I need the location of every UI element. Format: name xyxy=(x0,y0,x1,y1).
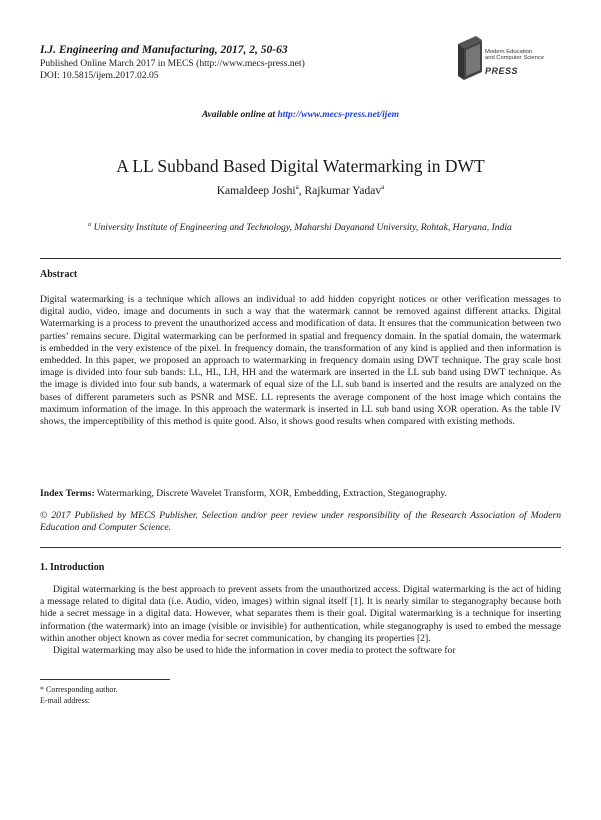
author-separator: , xyxy=(298,184,305,197)
logo-caption xyxy=(485,49,544,62)
available-prefix: Available online at xyxy=(201,110,278,120)
index-terms-label: Index Terms: xyxy=(40,488,95,499)
footnote-rule xyxy=(40,679,170,680)
affiliation-text: University Institute of Engineering and Technology, Maharshi Dayanand University, Rohtak, Haryana, India xyxy=(93,222,512,234)
author-2: Rajkumar Yadav xyxy=(304,184,382,197)
copyright-notice: © 2017 Published by MECS Publisher. Selection and/or peer review under responsibility of the Research Association of Modern Education and Computer Science. xyxy=(40,510,561,534)
doi-line: DOI: 10.5815/ijem.2017.02.05 xyxy=(40,70,159,81)
available-online xyxy=(0,110,601,120)
journal-citation: I.J. Engineering and Manufacturing, 2017, 2, 50-63 xyxy=(40,44,288,56)
journal-url-link[interactable]: http://www.mecs-press.net/ijem xyxy=(277,110,400,120)
logo-press: PRESS xyxy=(485,66,519,76)
author-list xyxy=(0,183,601,197)
abstract-bottom-rule xyxy=(40,547,561,548)
mecs-press-logo xyxy=(456,28,564,90)
logo-line-1: Modern Education xyxy=(485,49,533,55)
abstract-top-rule xyxy=(40,258,561,259)
author-2-affil-mark: a xyxy=(381,183,385,191)
paper-title: A LL Subband Based Digital Watermarking in DWT xyxy=(116,156,485,176)
index-terms-text: Watermarking, Discrete Wavelet Transform, XOR, Embedding, Extraction, Steganography. xyxy=(94,488,448,499)
book-logo-icon xyxy=(456,34,486,84)
introduction-heading: 1. Introduction xyxy=(40,562,105,573)
logo-line-2: and Computer Science xyxy=(485,55,544,62)
intro-paragraph-2: Digital watermarking may also be used to hide the information in cover media to protect the software for xyxy=(53,645,456,657)
introduction-text xyxy=(40,584,561,657)
author-1-affil-mark: a xyxy=(295,183,299,191)
intro-paragraph-1: Digital watermarking is the best approach to prevent assets from the unauthorized access. Digital watermarking is the act of hiding a message related to digital data (i.e. Audio, video, images) within signal itself [1]. It is nearly similar to steganography because both hide a secret message in a digital data. However, what separates them is their goal. Digital watermarking is a technique for inserting information (the watermark) into an image (visible or invisible) for authentication, while steganography is used to embed the message within another object known as cover media for secret communication, by changing its properties [2]. xyxy=(40,584,561,644)
affiliation-mark: a xyxy=(88,222,92,228)
index-terms xyxy=(40,488,561,499)
abstract-heading: Abstract xyxy=(40,269,78,280)
affiliation xyxy=(40,222,560,233)
footnote-corresponding: * Corresponding author. xyxy=(40,685,118,694)
footnote-email: E-mail address: xyxy=(40,696,90,705)
abstract-text: Digital watermarking is a technique which allows an individual to add hidden copyright notices or other verification messages to digital audio, video, image and documents in such a way that the watermark cannot be removed against different attacks. Digital Watermarking is a process to prevent the unauthorized access and modification of data. It ensures that the communication between two parties’ remains secure. Digital watermarking can be performed in spatial and frequency domain. In the spatial domain, the watermark is embedded in the very existence of the pixel. In frequency domain, the transformation of any kind is applied and then information is embedded. In this paper, we proposed an approach to watermarking in frequency domain using DWT technique. The gray scale host image is divided into four sub bands: LL, HL, LH, HH and the watermark are inserted in the LL sub band using DWT technique. As the image is divided into four sub bands, a watermark of equal size of the LL sub band is inserted and the results are analyzed on the bases of different parameters such as PSNR and MSE. LL represents the average component of the host image which contains the maximum information of the image. In this approach the watermark is inserted in LL sub band using XOR operation. As the table IV shows, the imperceptibility of this method is quite good. Also, it shows good results when compared with existing methods. xyxy=(40,294,561,428)
publication-info: Published Online March 2017 in MECS (http://www.mecs-press.net) xyxy=(40,58,305,69)
author-1: Kamaldeep Joshi xyxy=(216,184,296,197)
